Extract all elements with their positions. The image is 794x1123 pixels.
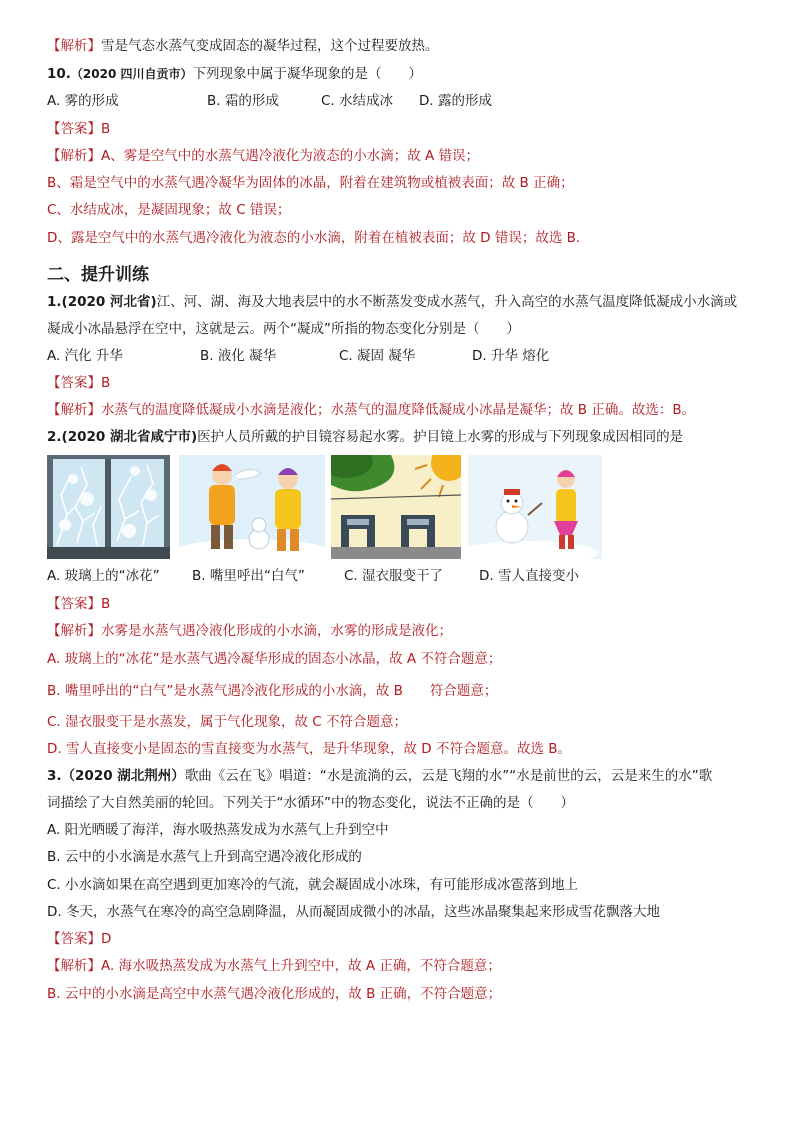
option-b: B. 霜的形成 [207, 93, 279, 109]
q2-analysis-c: C. 湿衣服变干是水蒸发，属于气化现象，故 C 不符合题意； [47, 714, 408, 730]
section-title: 二、提升训练 [47, 265, 149, 285]
question-number: 1. [47, 294, 62, 310]
analysis-text: 雪是气态水蒸气变成固态的凝华过程，这个过程要放热。 [101, 38, 439, 54]
q3-analysis-a [47, 956, 501, 976]
question-source: （2020 湖北荆州） [61, 768, 185, 784]
picture-snowman [468, 455, 602, 559]
q2-answer [47, 594, 110, 614]
q10-analysis-b: B、霜是空气中的水蒸气遇冷凝华为固体的冰晶，附着在建筑物或植被表面；故 B 正确； [47, 175, 574, 191]
q10-answer [47, 119, 110, 139]
question-number: 2. [47, 429, 62, 445]
q2-analysis-intro [47, 621, 452, 641]
q2-options [47, 566, 747, 586]
q3-stem-line2: 词描绘了大自然美丽的轮回。下列关于“水循环”中的物态变化，说法不正确的是（ ） [47, 795, 574, 811]
q10-analysis-c: C、水结成冰，是凝固现象；故 C 错误； [47, 202, 291, 218]
answer-value: B [101, 596, 111, 612]
question-source: (2020 河北省) [61, 294, 157, 310]
option-c: C. 凝固 凝华 [339, 348, 416, 364]
q9-analysis [47, 36, 439, 56]
q10-analysis-a [47, 146, 479, 166]
q3-answer [47, 929, 111, 949]
q1-options [47, 346, 747, 366]
question-text: 江、河、湖、海及大地表层中的水不断蒸发变成水蒸气，升入高空的水蒸气温度降低凝成小水滴或 [156, 294, 738, 310]
q10-options [47, 91, 747, 111]
answer-tag: 【答案】 [47, 375, 101, 391]
option-b: B. 液化 凝华 [200, 348, 277, 364]
q10-stem [47, 64, 422, 84]
answer-value: D [101, 931, 112, 947]
option-b: B. 嘴里呼出“白气” [192, 568, 305, 584]
q2-analysis-d: D. 雪人直接变小是固态的雪直接变为水蒸气，是升华现象，故 D 不符合题意。故选 B。 [47, 741, 572, 757]
analysis-tag: 【解析】 [47, 958, 101, 974]
analysis-tag: 【解析】 [47, 38, 101, 54]
option-d: D. 升华 熔化 [472, 348, 550, 364]
q1-answer [47, 373, 110, 393]
option-a: A. 雾的形成 [47, 93, 119, 109]
option-d: D. 雪人直接变小 [479, 568, 579, 584]
analysis-text: 水蒸气的温度降低凝成小水滴是液化；水蒸气的温度降低凝成小冰晶是凝华；故 B 正确。故选：B。 [101, 402, 696, 418]
question-text: 医护人员所戴的护目镜容易起水雾。护目镜上水雾的形成与下列现象成因相同的是 [197, 429, 684, 445]
analysis-text: 水雾是水蒸气遇冷液化形成的小水滴，水雾的形成是液化； [101, 623, 452, 639]
picture-ice-flowers [47, 455, 170, 559]
picture-white-breath [179, 455, 325, 559]
answer-value: B [101, 121, 111, 137]
option-a: A. 玻璃上的“冰花” [47, 568, 160, 584]
q2-analysis-a: A. 玻璃上的“冰花”是水蒸气遇冷凝华形成的固态小冰晶，故 A 不符合题意； [47, 651, 502, 667]
answer-tag: 【答案】 [47, 596, 101, 612]
option-c: C. 水结成冰 [321, 93, 394, 109]
option-a: A. 汽化 升华 [47, 348, 123, 364]
analysis-tag: 【解析】 [47, 623, 101, 639]
picture-drying-clothes [331, 455, 461, 559]
q1-stem-line1 [47, 292, 737, 312]
q2-stem [47, 427, 683, 447]
q3-option-c: C. 小水滴如果在高空遇到更加寒冷的气流，就会凝固成小冰珠，有可能形成冰雹落到地上 [47, 877, 579, 893]
q2-analysis-b: B. 嘴里呼出的“白气”是水蒸气遇冷液化形成的小水滴，故 B 符合题意； [47, 683, 498, 699]
analysis-text: A、雾是空气中的水蒸气遇冷液化为液态的小水滴；故 A 错误； [101, 148, 480, 164]
option-d: D. 露的形成 [419, 93, 492, 109]
question-source: （2020 四川自贡市） [70, 67, 193, 81]
answer-tag: 【答案】 [47, 931, 101, 947]
q3-analysis-b: B. 云中的小水滴是高空中水蒸气遇冷液化形成的，故 B 正确，不符合题意； [47, 986, 502, 1002]
q3-option-a: A. 阳光晒暖了海洋，海水吸热蒸发成为水蒸气上升到空中 [47, 822, 389, 838]
q1-stem-line2: 凝成小冰晶悬浮在空中，这就是云。两个“凝成”所指的物态变化分别是（ ） [47, 321, 520, 337]
q1-analysis [47, 400, 695, 420]
question-text: 歌曲《云在飞》唱道：“水是流淌的云，云是飞翔的水”“水是前世的云，云是来生的水”歌 [184, 768, 713, 784]
q10-analysis-d: D、露是空气中的水蒸气遇冷液化为液态的小水滴，附着在植被表面；故 D 错误；故选 B. [47, 230, 581, 246]
q3-option-d: D. 冬天，水蒸气在寒冷的高空急剧降温，从而凝固成微小的冰晶，这些冰晶聚集起来形成雪花飘落大地 [47, 904, 660, 920]
question-source: (2020 湖北省咸宁市) [61, 429, 198, 445]
answer-value: B [101, 375, 111, 391]
analysis-tag: 【解析】 [47, 402, 101, 418]
q3-option-b: B. 云中的小水滴是水蒸气上升到高空遇冷液化形成的 [47, 849, 362, 865]
analysis-text: A. 海水吸热蒸发成为水蒸气上升到空中，故 A 正确，不符合题意； [101, 958, 501, 974]
answer-tag: 【答案】 [47, 121, 101, 137]
q3-stem-line1 [47, 766, 712, 786]
question-number: 10. [47, 66, 71, 82]
option-c: C. 湿衣服变干了 [344, 568, 444, 584]
analysis-tag: 【解析】 [47, 148, 101, 164]
question-number: 3. [47, 768, 62, 784]
question-text: 下列现象中属于凝华现象的是（ ） [192, 66, 422, 82]
